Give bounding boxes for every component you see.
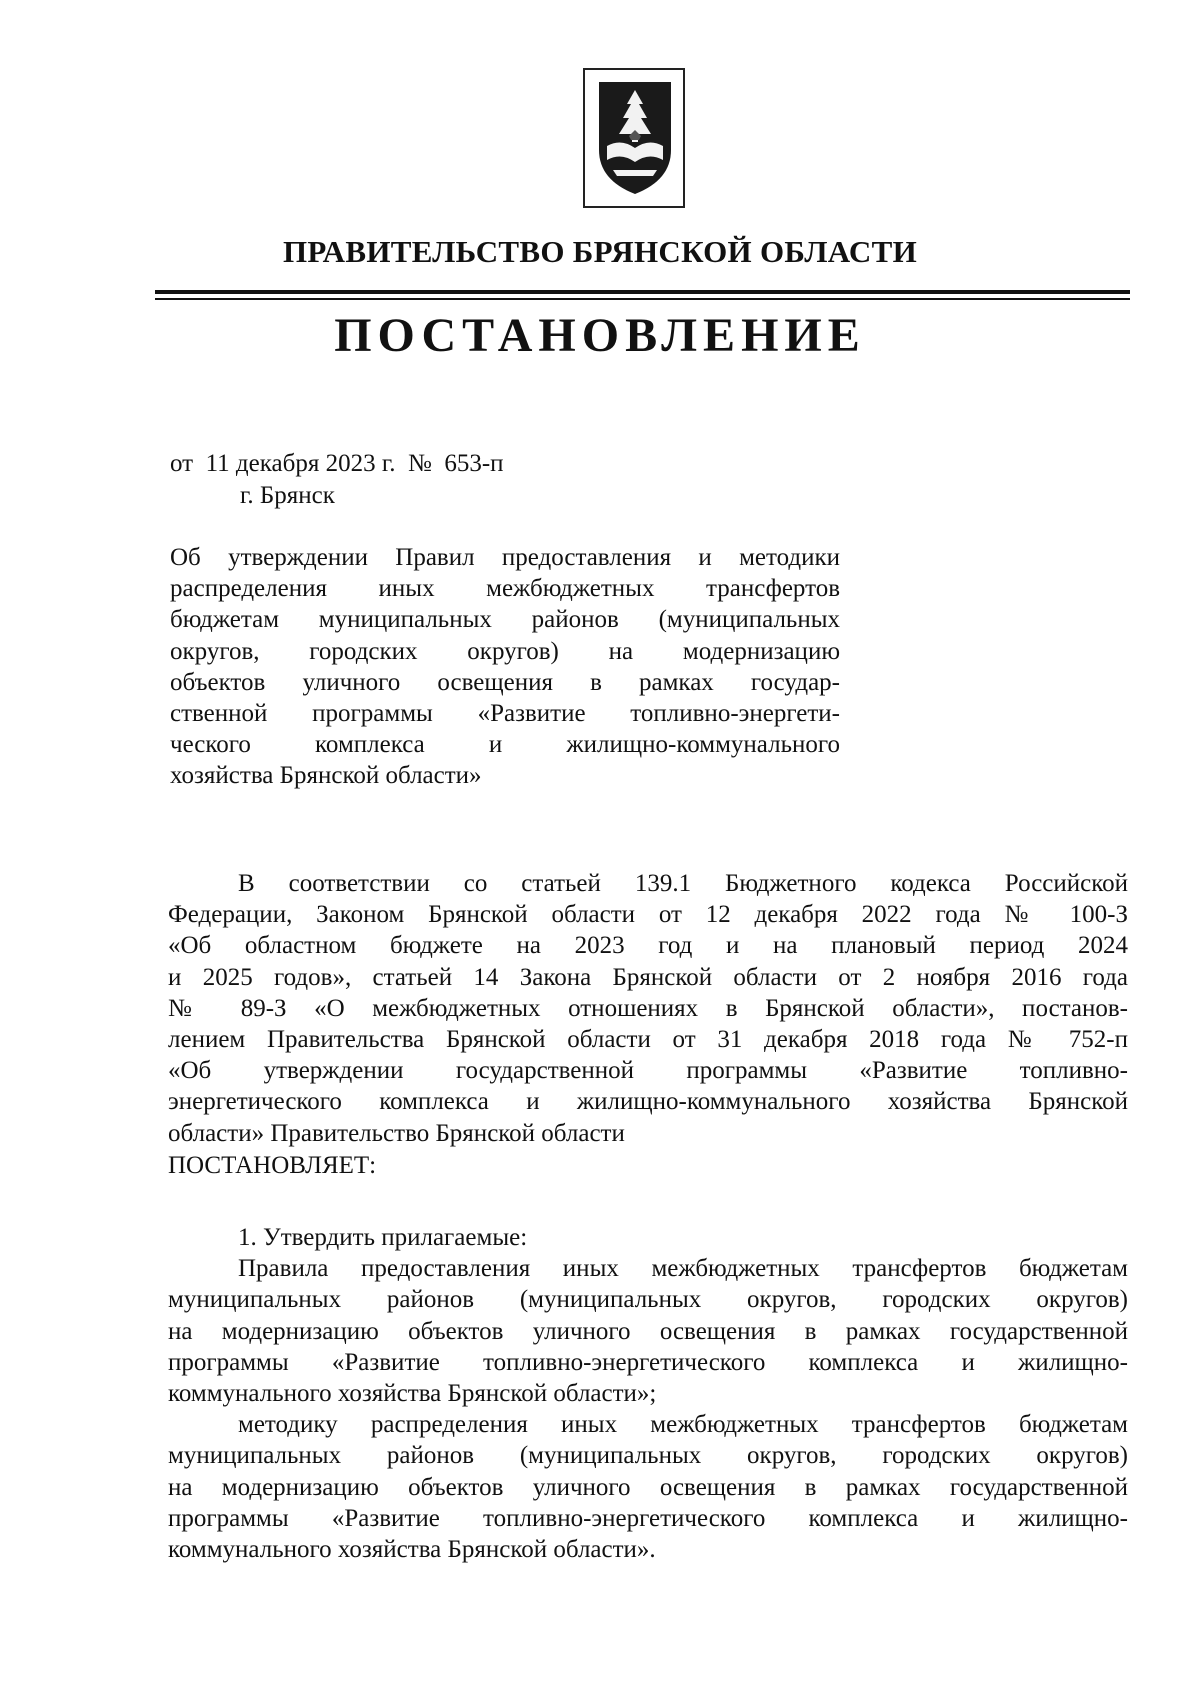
document-subject xyxy=(170,542,840,792)
item-line: программы «Развитие топливно-энергетического комплекса и жилищно- xyxy=(168,1348,1128,1376)
preamble-line: Федерации, Законом Брянской области от 12 декабря 2022 года № 100-З xyxy=(168,901,1128,929)
emblem-icon xyxy=(593,76,677,200)
document-type-title: ПОСТАНОВЛЕНИЕ xyxy=(334,309,866,362)
preamble-line: В соответствии со статьей 139.1 Бюджетного кодекса Российской xyxy=(238,870,1128,897)
item-line: программы «Развитие топливно-энергетического комплекса и жилищно- xyxy=(168,1504,1128,1532)
coat-of-arms-emblem xyxy=(583,68,685,208)
item-line: муниципальных районов (муниципальных округов, городских округов) xyxy=(168,1442,1128,1470)
item-line: Правила предоставления иных межбюджетных трансфертов бюджетам xyxy=(238,1255,1128,1283)
preamble-line: области» Правительство Брянской области xyxy=(168,1119,625,1147)
preamble-line: энергетического комплекса и жилищно-коммунального хозяйства Брянской xyxy=(168,1088,1128,1116)
item-line: коммунального хозяйства Брянской области»; xyxy=(168,1379,657,1407)
date-number-line: от 11 декабря 2023 г. № 653-п xyxy=(170,450,504,477)
item-line: на модернизацию объектов уличного освещения в рамках государственной xyxy=(168,1317,1128,1345)
preamble-line: «Об областном бюджете на 2023 год и на плановый период 2024 xyxy=(168,932,1128,960)
subject-line: округов, городских округов) на модернизацию xyxy=(170,637,840,665)
resolves-heading: ПОСТАНОВЛЯЕТ: xyxy=(168,1152,377,1179)
preamble-line: лением Правительства Брянской области от 31 декабря 2018 года № 752-п xyxy=(168,1025,1128,1053)
subject-line: бюджетам муниципальных районов (муниципальных xyxy=(170,606,840,634)
subject-line: Об утверждении Правил предоставления и методики xyxy=(170,544,840,571)
subject-line: распределения иных межбюджетных трансфертов xyxy=(170,575,840,603)
header-rule-thick xyxy=(155,290,1130,294)
preamble-line: «Об утверждении государственной программы «Развитие топливно- xyxy=(168,1057,1128,1085)
item-line: муниципальных районов (муниципальных округов, городских округов) xyxy=(168,1286,1128,1314)
subject-line: объектов уличного освещения в рамках государ- xyxy=(170,668,840,696)
subject-line: ственной программы «Развитие топливно-энергети- xyxy=(170,699,840,727)
item-line: на модернизацию объектов уличного освещения в рамках государственной xyxy=(168,1473,1128,1501)
resolution-items xyxy=(168,1222,1128,1565)
subject-line: хозяйства Брянской области» xyxy=(170,762,482,790)
item-line: методику распределения иных межбюджетных трансфертов бюджетам xyxy=(238,1411,1128,1439)
item-line: коммунального хозяйства Брянской области». xyxy=(168,1535,656,1563)
preamble-line: и 2025 годов», статьей 14 Закона Брянской области от 2 ноября 2016 года xyxy=(168,963,1128,991)
preamble-paragraph xyxy=(168,868,1128,1149)
preamble-line: № 89-З «О межбюджетных отношениях в Брянской области», постанов- xyxy=(168,994,1128,1022)
subject-line: ческого комплекса и жилищно-коммунального xyxy=(170,731,840,759)
header-rule-thin xyxy=(155,298,1130,300)
organization-title: ПРАВИТЕЛЬСТВО БРЯНСКОЙ ОБЛАСТИ xyxy=(282,234,918,269)
item-line: 1. Утвердить прилагаемые: xyxy=(238,1224,528,1251)
city-line: г. Брянск xyxy=(240,482,335,509)
